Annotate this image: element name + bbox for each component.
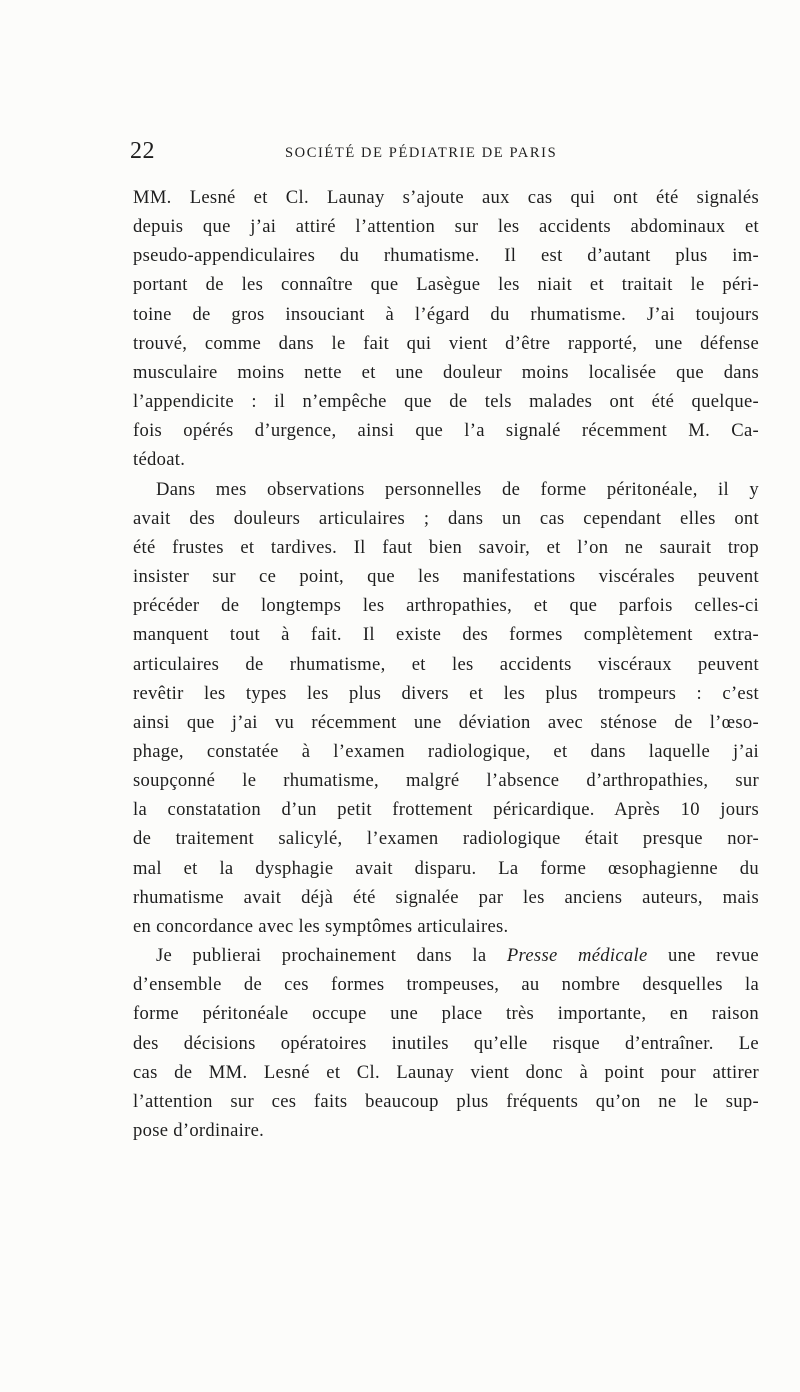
journal-title: Presse médicale — [506, 945, 648, 967]
text-line: fois opérés d’urgence, ainsi que l’a signalé récemment M. Ca- — [133, 420, 759, 442]
text-run: Je publierai prochainement dans la — [156, 945, 507, 967]
text-line: revêtir les types les plus divers et les plus trompeurs : c’est — [133, 682, 759, 704]
running-head: SOCIÉTÉ DE PÉDIATRIE DE PARIS — [285, 145, 558, 161]
text-line: phage, constatée à l’examen radiologique, et dans laquelle j’ai — [133, 740, 759, 762]
text-line: précéder de longtemps les arthropathies, et que parfois celles-ci — [133, 595, 759, 617]
text-line: soupçonné le rhumatisme, malgré l’absence d’arthropathies, sur — [133, 770, 759, 792]
body-text — [133, 183, 759, 1145]
page-number: 22 — [130, 138, 155, 164]
text-line: Dans mes observations personnelles de forme péritonéale, il y — [156, 478, 759, 500]
paragraph-1 — [133, 183, 759, 475]
text-line: pose d’ordinaire. — [133, 1120, 265, 1141]
text-line: l’appendicite : il n’empêche que de tels malades ont été quelque- — [133, 391, 759, 413]
text-line: de traitement salicylé, l’examen radiologique était presque nor- — [133, 828, 759, 850]
text-line: MM. Lesné et Cl. Launay s’ajoute aux cas qui ont été signalés — [133, 187, 759, 208]
text-line: portant de les connaître que Lasègue les niait et traitait le péri- — [133, 274, 759, 296]
text-line: manquent tout à fait. Il existe des formes complètement extra- — [133, 624, 759, 646]
text-line: musculaire moins nette et une douleur moins localisée que dans — [133, 361, 759, 383]
text-line: articulaires de rhumatisme, et les accidents viscéraux peuvent — [133, 653, 759, 675]
paragraph-3 — [133, 941, 759, 1145]
text-line: ainsi que j’ai vu récemment une déviation avec sténose de l’œso- — [133, 711, 759, 733]
text-line: rhumatisme avait déjà été signalée par les anciens auteurs, mais — [133, 886, 759, 908]
text-line: tédoat. — [133, 449, 186, 471]
text-line: pseudo-appendiculaires du rhumatisme. Il est d’autant plus im- — [133, 245, 759, 267]
paragraph-2 — [133, 475, 759, 942]
text-line: la constatation d’un petit frottement péricardique. Après 10 jours — [133, 799, 759, 821]
text-line: insister sur ce point, que les manifestations viscérales peuvent — [133, 566, 759, 588]
text-line: avait des douleurs articulaires ; dans un cas cependant elles ont — [133, 507, 759, 529]
text-line: depuis que j’ai attiré l’attention sur les accidents abdominaux et — [133, 216, 759, 238]
text-line: cas de MM. Lesné et Cl. Launay vient donc à point pour attirer — [133, 1061, 759, 1083]
text-line: toine de gros insouciant à l’égard du rhumatisme. J’ai toujours — [133, 303, 759, 325]
text-line: été frustes et tardives. Il faut bien savoir, et l’on ne saurait trop — [133, 536, 759, 558]
text-line — [133, 941, 759, 970]
page-header — [130, 138, 758, 172]
text-run: une revue — [647, 945, 759, 967]
text-line: l’attention sur ces faits beaucoup plus fréquents qu’on ne le sup- — [133, 1090, 759, 1112]
text-line: trouvé, comme dans le fait qui vient d’être rapporté, une défense — [133, 332, 759, 354]
text-line: mal et la dysphagie avait disparu. La forme œsophagienne du — [133, 857, 759, 879]
text-line: forme péritonéale occupe une place très importante, en raison — [133, 1003, 759, 1025]
text-line: en concordance avec les symptômes articulaires. — [133, 915, 509, 937]
text-line: des décisions opératoires inutiles qu’elle risque d’entraîner. Le — [133, 1032, 759, 1054]
text-line: d’ensemble de ces formes trompeuses, au nombre desquelles la — [133, 974, 759, 996]
